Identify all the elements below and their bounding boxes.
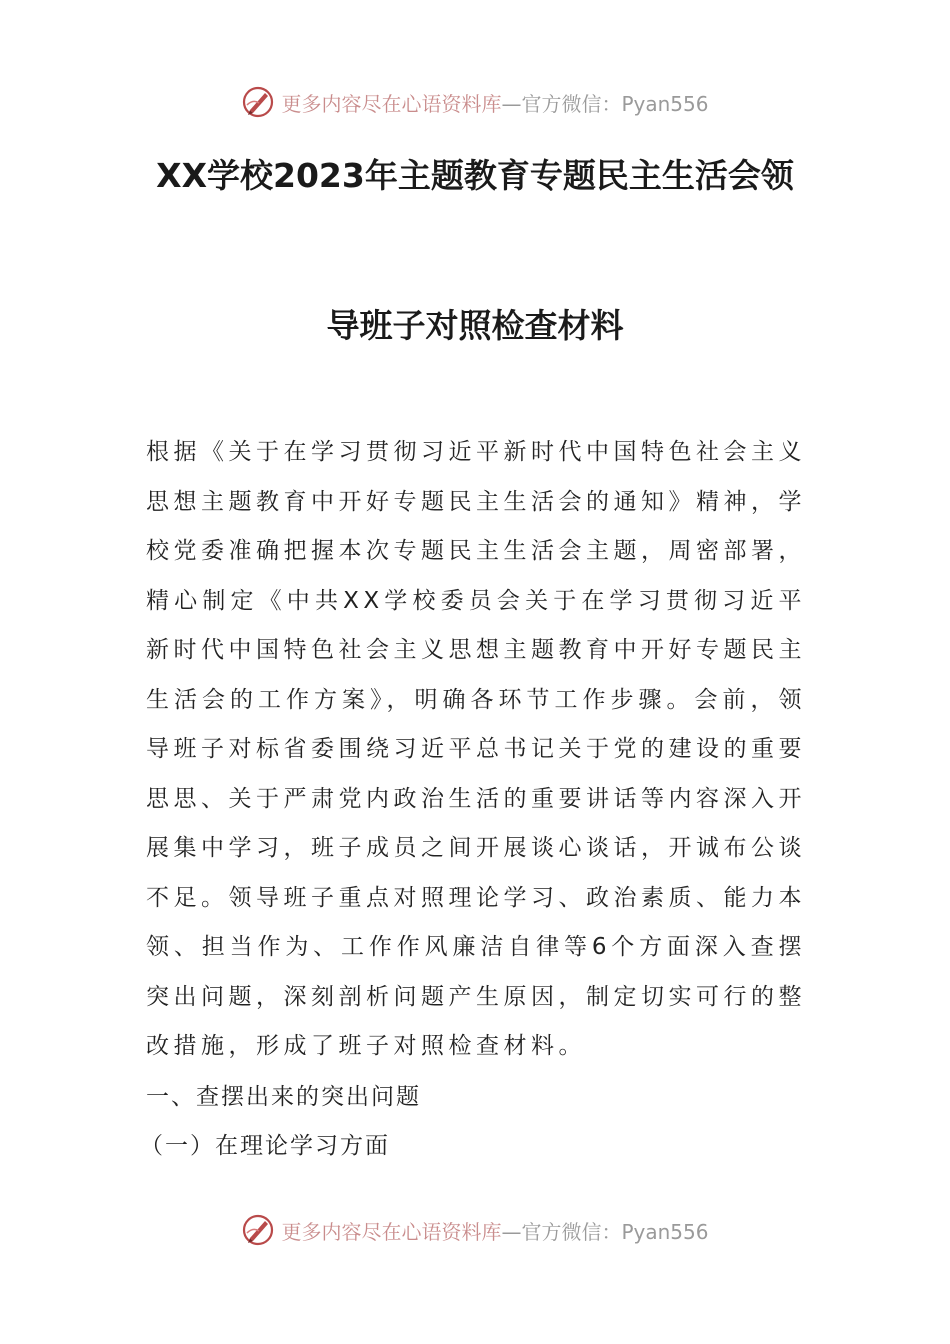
watermark-footer: [0, 1210, 950, 1250]
body-paragraph: 根据《关于在学习贯彻习近平新时代中国特色社会主义思想主题教育中开好专题民主生活会的通知》精神，学校党委准确把握本次专题民主生活会主题，周密部署，精心制定《中共XX学校委员会关于在学习贯彻习近平新时代中国特色社会主义思想主题教育中开好专题民主生活会的工作方案》，明确各环节工作步骤。会前，领导班子对标省委围绕习近平总书记关于党的建设的重要思思、关于严肃党内政治生活的重要讲话等内容深入开展集中学习，班子成员之间开展谈心谈话，开诚布公谈不足。领导班子重点对照理论学习、政治素质、能力本领、担当作为、工作作风廉洁自律等6个方面深入查摆突出问题，深刻剖析问题产生原因，制定切实可行的整改措施，形成了班子对照检查材料。: [146, 439, 806, 1059]
pen-logo-icon: [241, 1213, 275, 1247]
document-title-line-1: XX学校2023年主题教育专题民主生活会领: [156, 156, 794, 195]
watermark-text: 更多内容尽在心语资料库: [281, 1219, 502, 1244]
watermark-suffix: —官方微信：Pyan556: [501, 1219, 709, 1244]
watermark-header: [0, 82, 950, 122]
document-title-line-2: 导班子对照检查材料: [326, 306, 624, 345]
subsection-heading-1: （一）在理论学习方面: [140, 1133, 390, 1159]
watermark-text: 更多内容尽在心语资料库: [281, 91, 502, 116]
pen-logo-icon: [241, 85, 275, 119]
watermark-suffix: —官方微信：Pyan556: [501, 91, 709, 116]
section-heading-1: 一、查摆出来的突出问题: [146, 1084, 421, 1110]
